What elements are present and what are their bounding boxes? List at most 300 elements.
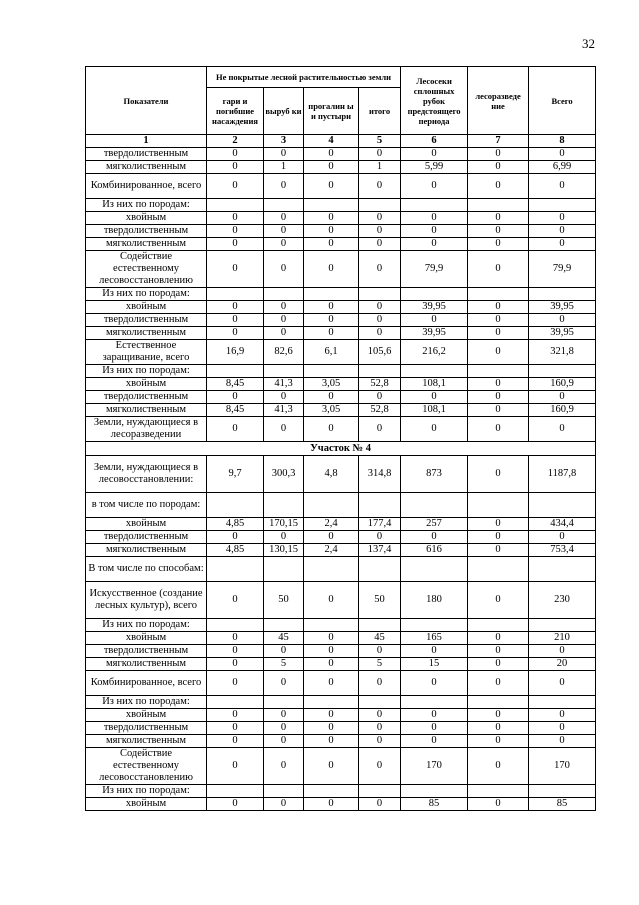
table-cell: 2,4 bbox=[304, 518, 359, 531]
table-cell bbox=[401, 619, 468, 632]
header-unforested-group: Не покрытые лесной растительностью земли bbox=[207, 67, 401, 88]
table-cell: 0 bbox=[359, 238, 401, 251]
table-cell: 0 bbox=[264, 735, 304, 748]
table-cell: 0 bbox=[529, 417, 596, 442]
table-cell: 0 bbox=[359, 174, 401, 199]
table-cell: 85 bbox=[401, 798, 468, 811]
column-number: 2 bbox=[207, 135, 264, 148]
table-cell: 0 bbox=[359, 301, 401, 314]
row-label: твердолиственным bbox=[86, 531, 207, 544]
table-cell: 0 bbox=[401, 531, 468, 544]
table-cell: 79,9 bbox=[401, 251, 468, 288]
table-row bbox=[86, 404, 596, 417]
table-row bbox=[86, 709, 596, 722]
table-cell: 0 bbox=[468, 798, 529, 811]
header-burnt-stands: гари и погибшие насаждения bbox=[207, 88, 264, 135]
table-cell: 180 bbox=[401, 582, 468, 619]
table-cell: 39,95 bbox=[529, 301, 596, 314]
table-cell: 0 bbox=[529, 212, 596, 225]
table-cell: 0 bbox=[264, 391, 304, 404]
table-cell bbox=[264, 199, 304, 212]
table-cell: 0 bbox=[468, 251, 529, 288]
table-cell: 0 bbox=[207, 251, 264, 288]
table-row bbox=[86, 391, 596, 404]
table-cell: 160,9 bbox=[529, 378, 596, 391]
table-cell: 0 bbox=[264, 301, 304, 314]
table-cell: 0 bbox=[468, 735, 529, 748]
header-indicator: Показатели bbox=[86, 67, 207, 135]
table-cell bbox=[529, 696, 596, 709]
table-row bbox=[86, 748, 596, 785]
row-label: Из них по породам: bbox=[86, 365, 207, 378]
table-row bbox=[86, 658, 596, 671]
table-cell: 170 bbox=[529, 748, 596, 785]
table-cell: 0 bbox=[359, 314, 401, 327]
table-cell: 0 bbox=[264, 174, 304, 199]
table-cell: 0 bbox=[207, 327, 264, 340]
table-cell: 0 bbox=[468, 174, 529, 199]
table-cell: 0 bbox=[304, 658, 359, 671]
table-cell bbox=[529, 199, 596, 212]
row-label: хвойным bbox=[86, 798, 207, 811]
table-cell: 0 bbox=[359, 417, 401, 442]
table-cell: 0 bbox=[207, 798, 264, 811]
row-label: Из них по породам: bbox=[86, 696, 207, 709]
table-cell: 39,95 bbox=[401, 327, 468, 340]
column-number: 8 bbox=[529, 135, 596, 148]
table-cell: 0 bbox=[468, 340, 529, 365]
table-cell: 0 bbox=[468, 225, 529, 238]
table-cell: 0 bbox=[359, 722, 401, 735]
table-cell: 300,3 bbox=[264, 456, 304, 493]
table-cell: 0 bbox=[304, 314, 359, 327]
table-row bbox=[86, 225, 596, 238]
table-cell: 41,3 bbox=[264, 378, 304, 391]
table-cell bbox=[304, 365, 359, 378]
table-cell: 0 bbox=[359, 798, 401, 811]
table-cell: 0 bbox=[401, 212, 468, 225]
table-cell: 0 bbox=[304, 174, 359, 199]
table-cell: 0 bbox=[304, 225, 359, 238]
table-cell: 0 bbox=[264, 327, 304, 340]
table-cell: 177,4 bbox=[359, 518, 401, 531]
table-cell bbox=[207, 785, 264, 798]
table-cell: 3,05 bbox=[304, 404, 359, 417]
table-cell: 0 bbox=[207, 645, 264, 658]
table-cell: 0 bbox=[304, 735, 359, 748]
table-cell: 0 bbox=[264, 238, 304, 251]
table-cell: 0 bbox=[207, 238, 264, 251]
table-cell: 0 bbox=[529, 174, 596, 199]
table-cell: 0 bbox=[264, 645, 304, 658]
table-row bbox=[86, 301, 596, 314]
table-cell: 0 bbox=[468, 632, 529, 645]
table-cell: 0 bbox=[304, 582, 359, 619]
table-cell: 39,95 bbox=[401, 301, 468, 314]
table-cell: 4,8 bbox=[304, 456, 359, 493]
table-cell: 0 bbox=[304, 748, 359, 785]
table-cell: 16,9 bbox=[207, 340, 264, 365]
table-cell bbox=[264, 288, 304, 301]
column-number: 7 bbox=[468, 135, 529, 148]
table-cell: 137,4 bbox=[359, 544, 401, 557]
table-cell: 0 bbox=[529, 391, 596, 404]
header-subtotal: итого bbox=[359, 88, 401, 135]
table-cell bbox=[529, 619, 596, 632]
row-label: в том числе по породам: bbox=[86, 493, 207, 518]
table-cell: 210 bbox=[529, 632, 596, 645]
table-cell bbox=[468, 557, 529, 582]
table-row bbox=[86, 735, 596, 748]
table-cell: 0 bbox=[468, 709, 529, 722]
table-row bbox=[86, 314, 596, 327]
table-cell: 0 bbox=[468, 582, 529, 619]
table-cell: 0 bbox=[207, 417, 264, 442]
table-cell: 0 bbox=[529, 148, 596, 161]
table-cell bbox=[207, 557, 264, 582]
table-cell: 0 bbox=[468, 645, 529, 658]
table-row bbox=[86, 582, 596, 619]
table-cell bbox=[359, 493, 401, 518]
table-cell: 0 bbox=[304, 148, 359, 161]
table-cell: 0 bbox=[304, 645, 359, 658]
table-row bbox=[86, 722, 596, 735]
section-row bbox=[86, 442, 596, 456]
table-cell: 39,95 bbox=[529, 327, 596, 340]
row-label: Земли, нуждающиеся в лесовосстановлении: bbox=[86, 456, 207, 493]
table-cell: 4,85 bbox=[207, 544, 264, 557]
table-cell: 8,45 bbox=[207, 378, 264, 391]
row-label: Из них по породам: bbox=[86, 785, 207, 798]
table-cell: 0 bbox=[359, 531, 401, 544]
table-cell: 0 bbox=[401, 174, 468, 199]
table-cell bbox=[529, 365, 596, 378]
column-number: 3 bbox=[264, 135, 304, 148]
table-cell: 79,9 bbox=[529, 251, 596, 288]
table-cell: 0 bbox=[468, 722, 529, 735]
table-row bbox=[86, 327, 596, 340]
table-cell: 0 bbox=[359, 645, 401, 658]
table-cell: 0 bbox=[359, 212, 401, 225]
table-cell: 0 bbox=[207, 314, 264, 327]
table-cell: 0 bbox=[264, 417, 304, 442]
row-label: Естественное заращивание, всего bbox=[86, 340, 207, 365]
row-label: Из них по породам: bbox=[86, 288, 207, 301]
table-cell bbox=[207, 696, 264, 709]
table-cell bbox=[207, 199, 264, 212]
table-row bbox=[86, 251, 596, 288]
forest-regeneration-table bbox=[85, 66, 596, 811]
table-cell: 0 bbox=[401, 238, 468, 251]
row-label: Комбинированное, всего bbox=[86, 174, 207, 199]
table-cell: 0 bbox=[359, 709, 401, 722]
table-cell: 0 bbox=[304, 632, 359, 645]
table-cell bbox=[359, 288, 401, 301]
table-cell: 0 bbox=[264, 314, 304, 327]
table-cell bbox=[304, 557, 359, 582]
table-cell: 108,1 bbox=[401, 378, 468, 391]
table-cell: 0 bbox=[264, 798, 304, 811]
table-cell: 0 bbox=[359, 327, 401, 340]
table-cell bbox=[401, 288, 468, 301]
table-cell: 0 bbox=[468, 314, 529, 327]
column-number: 6 bbox=[401, 135, 468, 148]
table-cell bbox=[359, 557, 401, 582]
table-cell bbox=[304, 619, 359, 632]
table-cell: 0 bbox=[468, 161, 529, 174]
row-label: мягколиственным bbox=[86, 161, 207, 174]
table-cell bbox=[304, 696, 359, 709]
row-label: В том числе по способам: bbox=[86, 557, 207, 582]
table-cell: 0 bbox=[304, 722, 359, 735]
table-cell bbox=[529, 493, 596, 518]
table-cell: 0 bbox=[264, 225, 304, 238]
table-cell: 753,4 bbox=[529, 544, 596, 557]
table-row bbox=[86, 288, 596, 301]
table-cell: 0 bbox=[264, 748, 304, 785]
table-row bbox=[86, 456, 596, 493]
table-cell: 0 bbox=[207, 301, 264, 314]
table-cell: 0 bbox=[359, 735, 401, 748]
table-row bbox=[86, 645, 596, 658]
table-cell bbox=[468, 619, 529, 632]
table-cell: 216,2 bbox=[401, 340, 468, 365]
row-label: мягколиственным bbox=[86, 327, 207, 340]
row-label: мягколиственным bbox=[86, 238, 207, 251]
column-number: 5 bbox=[359, 135, 401, 148]
table-cell: 0 bbox=[468, 658, 529, 671]
table-cell: 0 bbox=[401, 671, 468, 696]
table-cell: 434,4 bbox=[529, 518, 596, 531]
table-cell bbox=[401, 557, 468, 582]
table-cell: 0 bbox=[468, 531, 529, 544]
header-glades: прогалин ы и пустыри bbox=[304, 88, 359, 135]
table-cell: 0 bbox=[304, 301, 359, 314]
table-cell: 0 bbox=[207, 735, 264, 748]
table-cell: 50 bbox=[264, 582, 304, 619]
table-cell: 0 bbox=[264, 709, 304, 722]
table-cell: 0 bbox=[468, 404, 529, 417]
row-label: твердолиственным bbox=[86, 722, 207, 735]
table-cell: 0 bbox=[304, 391, 359, 404]
table-cell: 6,1 bbox=[304, 340, 359, 365]
table-cell: 4,85 bbox=[207, 518, 264, 531]
row-label: хвойным bbox=[86, 709, 207, 722]
table-row bbox=[86, 148, 596, 161]
header-afforestation: лесоразведе ние bbox=[468, 67, 529, 135]
table-cell bbox=[207, 365, 264, 378]
table-cell: 0 bbox=[529, 225, 596, 238]
table-cell: 0 bbox=[468, 748, 529, 785]
table-cell: 0 bbox=[359, 391, 401, 404]
table-body bbox=[86, 148, 596, 811]
table-cell: 9,7 bbox=[207, 456, 264, 493]
table-cell bbox=[304, 199, 359, 212]
table-cell bbox=[304, 288, 359, 301]
table-cell: 105,6 bbox=[359, 340, 401, 365]
table-cell: 1187,8 bbox=[529, 456, 596, 493]
header-clearcut-areas: Лесосеки сплошных рубок предстоящего периода bbox=[401, 67, 468, 135]
table-cell bbox=[401, 785, 468, 798]
table-cell: 0 bbox=[401, 417, 468, 442]
table-cell: 0 bbox=[264, 251, 304, 288]
table-cell bbox=[529, 288, 596, 301]
table-row bbox=[86, 696, 596, 709]
table-cell: 0 bbox=[304, 327, 359, 340]
table-cell: 616 bbox=[401, 544, 468, 557]
table-cell: 0 bbox=[529, 671, 596, 696]
table-cell: 873 bbox=[401, 456, 468, 493]
table-row bbox=[86, 378, 596, 391]
row-label: хвойным bbox=[86, 301, 207, 314]
row-label: Земли, нуждающиеся в лесоразведении bbox=[86, 417, 207, 442]
column-number: 1 bbox=[86, 135, 207, 148]
table-cell: 0 bbox=[207, 632, 264, 645]
table-cell bbox=[304, 493, 359, 518]
table-cell: 0 bbox=[468, 391, 529, 404]
table-cell bbox=[207, 493, 264, 518]
table-cell: 85 bbox=[529, 798, 596, 811]
table-cell: 0 bbox=[304, 417, 359, 442]
table-cell: 0 bbox=[207, 161, 264, 174]
table-cell: 165 bbox=[401, 632, 468, 645]
table-cell: 0 bbox=[304, 238, 359, 251]
table-cell bbox=[359, 199, 401, 212]
table-cell: 0 bbox=[304, 798, 359, 811]
table-cell: 0 bbox=[529, 709, 596, 722]
row-label: Из них по породам: bbox=[86, 619, 207, 632]
table-cell: 0 bbox=[529, 645, 596, 658]
row-label: хвойным bbox=[86, 378, 207, 391]
table-row bbox=[86, 544, 596, 557]
table-cell: 0 bbox=[264, 148, 304, 161]
table-cell: 0 bbox=[401, 148, 468, 161]
table-cell: 52,8 bbox=[359, 404, 401, 417]
table-cell: 314,8 bbox=[359, 456, 401, 493]
table-cell: 8,45 bbox=[207, 404, 264, 417]
table-cell: 0 bbox=[264, 722, 304, 735]
table-cell bbox=[468, 365, 529, 378]
table-cell: 0 bbox=[304, 251, 359, 288]
table-cell bbox=[401, 696, 468, 709]
table-row bbox=[86, 212, 596, 225]
table-cell: 160,9 bbox=[529, 404, 596, 417]
table-cell bbox=[468, 785, 529, 798]
table-row bbox=[86, 199, 596, 212]
row-label: мягколиственным bbox=[86, 735, 207, 748]
table-row bbox=[86, 785, 596, 798]
column-number: 4 bbox=[304, 135, 359, 148]
table-cell bbox=[529, 557, 596, 582]
table-cell: 5 bbox=[359, 658, 401, 671]
table-cell bbox=[468, 288, 529, 301]
table-cell: 0 bbox=[529, 314, 596, 327]
table-cell: 2,4 bbox=[304, 544, 359, 557]
table-row bbox=[86, 161, 596, 174]
table-cell bbox=[529, 785, 596, 798]
table-cell: 0 bbox=[468, 148, 529, 161]
table-row bbox=[86, 798, 596, 811]
table-cell: 0 bbox=[207, 709, 264, 722]
table-row bbox=[86, 417, 596, 442]
table-cell: 0 bbox=[207, 531, 264, 544]
table-cell: 170,15 bbox=[264, 518, 304, 531]
table-cell bbox=[207, 619, 264, 632]
table-cell: 0 bbox=[401, 722, 468, 735]
table-cell bbox=[264, 785, 304, 798]
table-cell: 0 bbox=[304, 671, 359, 696]
table-cell: 5 bbox=[264, 658, 304, 671]
row-label: Искусственное (создание лесных культур), всего bbox=[86, 582, 207, 619]
row-label: твердолиственным bbox=[86, 314, 207, 327]
table-cell: 0 bbox=[359, 671, 401, 696]
table-cell: 52,8 bbox=[359, 378, 401, 391]
table-cell: 0 bbox=[304, 212, 359, 225]
row-label: Комбинированное, всего bbox=[86, 671, 207, 696]
table-cell bbox=[401, 199, 468, 212]
table-cell: 0 bbox=[207, 225, 264, 238]
table-cell bbox=[264, 493, 304, 518]
table-cell: 0 bbox=[207, 748, 264, 785]
row-label: мягколиственным bbox=[86, 658, 207, 671]
table-cell bbox=[359, 696, 401, 709]
table-cell: 0 bbox=[468, 212, 529, 225]
table-cell: 170 bbox=[401, 748, 468, 785]
row-label: Содействие естественному лесовосстановлению bbox=[86, 748, 207, 785]
table-row bbox=[86, 518, 596, 531]
table-row bbox=[86, 557, 596, 582]
table-cell: 0 bbox=[207, 658, 264, 671]
table-cell bbox=[264, 696, 304, 709]
row-label: Из них по породам: bbox=[86, 199, 207, 212]
table-cell: 0 bbox=[529, 722, 596, 735]
row-label: твердолиственным bbox=[86, 645, 207, 658]
table-row bbox=[86, 493, 596, 518]
table-cell: 0 bbox=[529, 531, 596, 544]
table-cell: 0 bbox=[529, 238, 596, 251]
table-cell bbox=[401, 365, 468, 378]
table-cell: 0 bbox=[207, 148, 264, 161]
table-cell: 108,1 bbox=[401, 404, 468, 417]
table-cell: 0 bbox=[304, 531, 359, 544]
table-cell: 0 bbox=[468, 327, 529, 340]
table-cell: 0 bbox=[207, 391, 264, 404]
table-cell: 0 bbox=[264, 531, 304, 544]
table-cell bbox=[401, 493, 468, 518]
table-cell: 0 bbox=[401, 391, 468, 404]
table-cell: 0 bbox=[401, 645, 468, 658]
row-label: Содействие естественному лесовосстановлению bbox=[86, 251, 207, 288]
table-cell: 82,6 bbox=[264, 340, 304, 365]
table-cell: 0 bbox=[468, 544, 529, 557]
table-cell: 20 bbox=[529, 658, 596, 671]
section-title: Участок № 4 bbox=[86, 442, 596, 456]
row-label: хвойным bbox=[86, 632, 207, 645]
table-cell: 0 bbox=[207, 722, 264, 735]
table-cell: 1 bbox=[264, 161, 304, 174]
page-number: 32 bbox=[582, 36, 595, 51]
table-cell: 41,3 bbox=[264, 404, 304, 417]
table-cell: 5,99 bbox=[401, 161, 468, 174]
table-row bbox=[86, 619, 596, 632]
table-cell: 0 bbox=[401, 709, 468, 722]
table-cell: 0 bbox=[264, 671, 304, 696]
table-cell bbox=[264, 557, 304, 582]
table-cell: 0 bbox=[401, 225, 468, 238]
table-cell: 45 bbox=[359, 632, 401, 645]
table-cell: 0 bbox=[207, 174, 264, 199]
row-label: твердолиственным bbox=[86, 148, 207, 161]
